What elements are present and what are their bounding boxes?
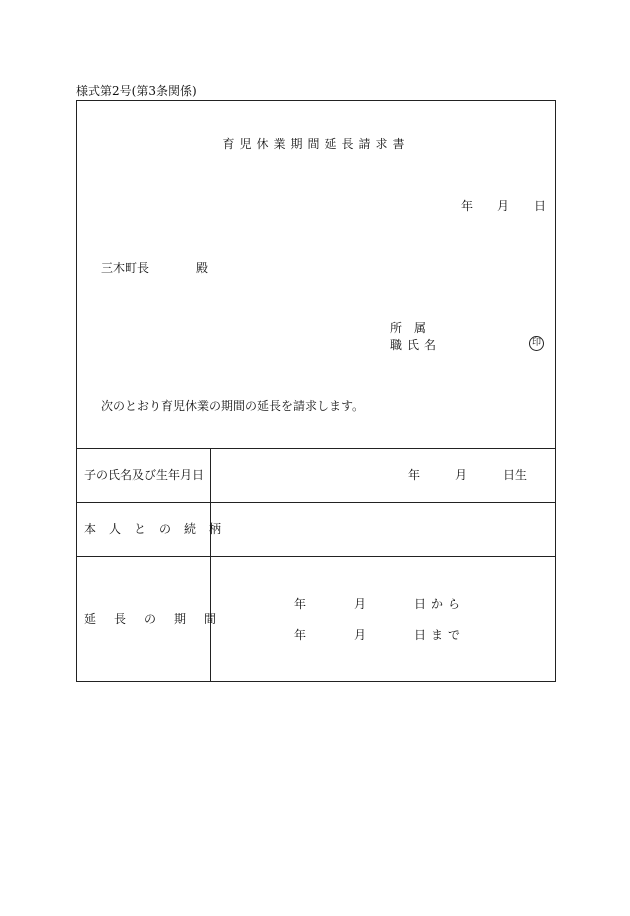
addressee-name: 三木町長 [101,261,150,275]
form-title: 育児休業期間延長請求書 [222,137,410,151]
date-day-label: 日 [534,199,547,213]
birth-month-label: 月 [455,468,468,482]
table-column-divider [210,448,211,681]
to-day-suffix: 日まで [414,628,466,642]
form-number: 様式第2号(第3条関係) [76,84,197,98]
to-month-label: 月 [354,628,367,642]
from-day-suffix: 日から [414,597,466,611]
from-month-label: 月 [354,597,367,611]
birth-year-label: 年 [408,468,421,482]
table-top-divider [77,448,555,449]
relationship-label: 本人との続柄 [84,522,235,536]
to-year-label: 年 [294,628,307,642]
seal-mark: 印 [529,336,544,351]
child-name-birthdate-label: 子の氏名及び生年月日 [84,468,205,482]
request-form [76,100,556,682]
extension-period-label: 延長の期間 [84,612,235,626]
addressee-honorific: 殿 [196,261,209,275]
date-month-label: 月 [497,199,510,213]
from-year-label: 年 [294,597,307,611]
request-sentence: 次のとおり育児休業の期間の延長を請求します。 [101,399,365,413]
table-row-divider [77,556,555,557]
table-row-divider [77,502,555,503]
name-label: 職氏名 [390,338,442,352]
birth-day-label: 日生 [503,468,528,482]
affiliation-label: 所 属 [390,321,427,335]
date-year-label: 年 [461,199,474,213]
